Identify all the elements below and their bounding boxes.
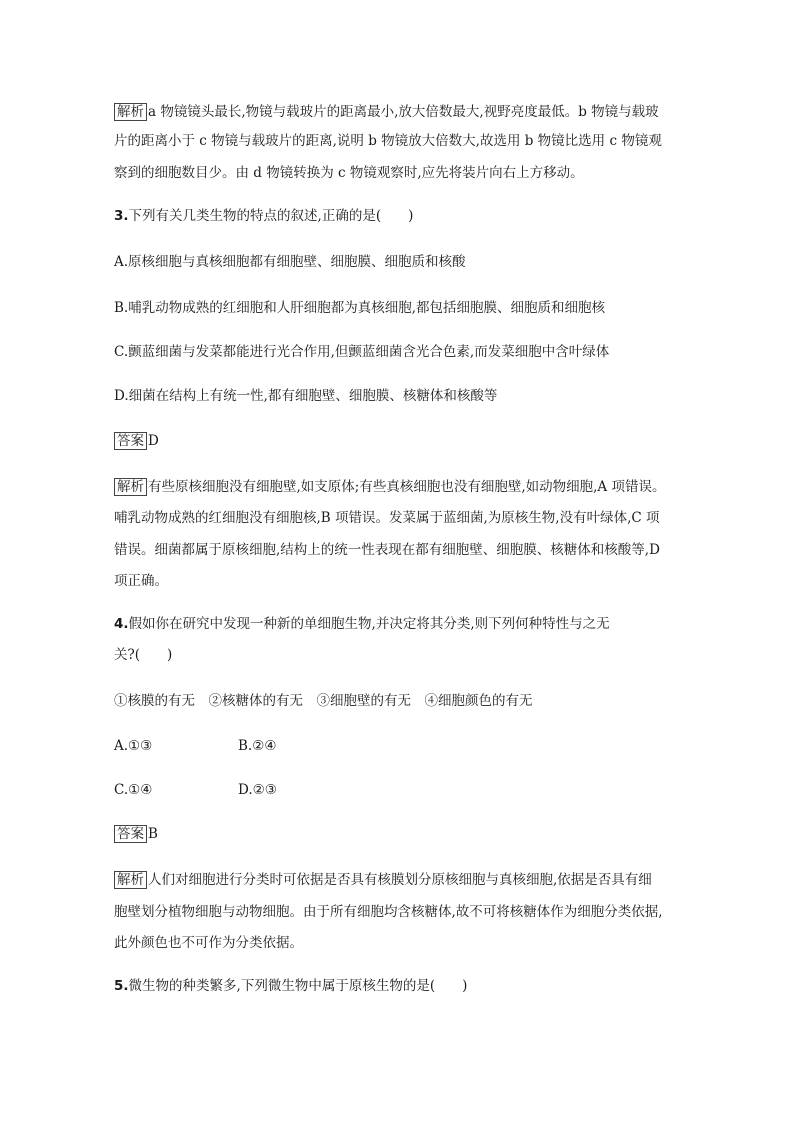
q2-analysis-line-3: 察到的细胞数目少。由 d 物镜转换为 c 物镜观察时,应先将装片向右上方移动。 bbox=[114, 165, 584, 181]
q3-option-a: A.原核细胞与真核细胞都有细胞壁、细胞膜、细胞质和核酸 bbox=[114, 254, 466, 270]
analysis-tag: 解析 bbox=[114, 478, 147, 496]
q4-answer-value: B bbox=[148, 826, 158, 842]
q4-analysis-line-2: 胞壁划分植物细胞与动物细胞。由于所有细胞均含核糖体,故不可将核糖体作为细胞分类依据, bbox=[114, 904, 663, 920]
q4-option-d: D.②③ bbox=[238, 782, 277, 798]
q4-option-b: B.②④ bbox=[238, 738, 277, 754]
q3-analysis-line-2: 哺乳动物成熟的红细胞没有细胞核,B 项错误。发菜属于蓝细菌,为原核生物,没有叶绿体,C 项 bbox=[114, 510, 660, 526]
q4-stem-line-2: 关?( ) bbox=[114, 647, 173, 663]
q4-answer bbox=[114, 824, 158, 844]
q2-analysis-line-2: 片的距离小于 c 物镜与载玻片的距离,说明 b 物镜放大倍数大,故选用 b 物镜比选用 c 物镜观 bbox=[114, 133, 662, 149]
q3-stem: 3.下列有关几类生物的特点的叙述,正确的是( ) bbox=[114, 208, 414, 224]
q4-number: 4. bbox=[114, 616, 129, 632]
answer-tag: 答案 bbox=[114, 432, 147, 450]
q3-analysis-line-3: 错误。细菌都属于原核细胞,结构上的统一性表现在都有细胞壁、细胞膜、核糖体和核酸等,D bbox=[114, 542, 660, 558]
q3-option-d: D.细菌在结构上有统一性,都有细胞壁、细胞膜、核糖体和核酸等 bbox=[114, 388, 498, 404]
q3-analysis-line-4: 项正确。 bbox=[114, 573, 168, 589]
q2-analysis-line-1: 解析 a 物镜镜头最长,物镜与载玻片的距离最小,放大倍数最大,视野亮度最低。b 物镜与载玻 bbox=[114, 102, 659, 122]
q3-number: 3. bbox=[114, 208, 129, 224]
q3-option-b: B.哺乳动物成熟的红细胞和人肝细胞都为真核细胞,都包括细胞膜、细胞质和细胞核 bbox=[114, 300, 606, 316]
answer-tag: 答案 bbox=[114, 825, 147, 843]
q4-option-a: A.①③ bbox=[114, 738, 153, 754]
q4-option-c: C.①④ bbox=[114, 782, 153, 798]
q4-analysis-line-1: 解析 人们对细胞进行分类时可依据是否具有核膜划分原核细胞与真核细胞,依据是否具有细 bbox=[114, 870, 652, 890]
q3-answer bbox=[114, 431, 159, 451]
q3-analysis-line-1: 解析 有些原核细胞没有细胞壁,如支原体;有些真核细胞也没有细胞壁,如动物细胞,A 项错误。 bbox=[114, 477, 665, 497]
analysis-tag: 解析 bbox=[114, 871, 147, 889]
q4-analysis-line-3: 此外颜色也不可作为分类依据。 bbox=[114, 935, 303, 951]
q3-option-c: C.颤蓝细菌与发菜都能进行光合作用,但颤蓝细菌含光合色素,而发菜细胞中含叶绿体 bbox=[114, 344, 610, 360]
q3-answer-value: D bbox=[148, 433, 159, 449]
q5-number: 5. bbox=[114, 978, 129, 994]
q4-stem-line-1: 4.假如你在研究中发现一种新的单细胞生物,并决定将其分类,则下列何种特性与之无 bbox=[114, 616, 610, 632]
q5-stem: 5.微生物的种类繁多,下列微生物中属于原核生物的是( ) bbox=[114, 978, 468, 994]
q4-items: ①核膜的有无 ②核糖体的有无 ③细胞壁的有无 ④细胞颜色的有无 bbox=[114, 693, 533, 709]
analysis-tag: 解析 bbox=[114, 103, 147, 121]
